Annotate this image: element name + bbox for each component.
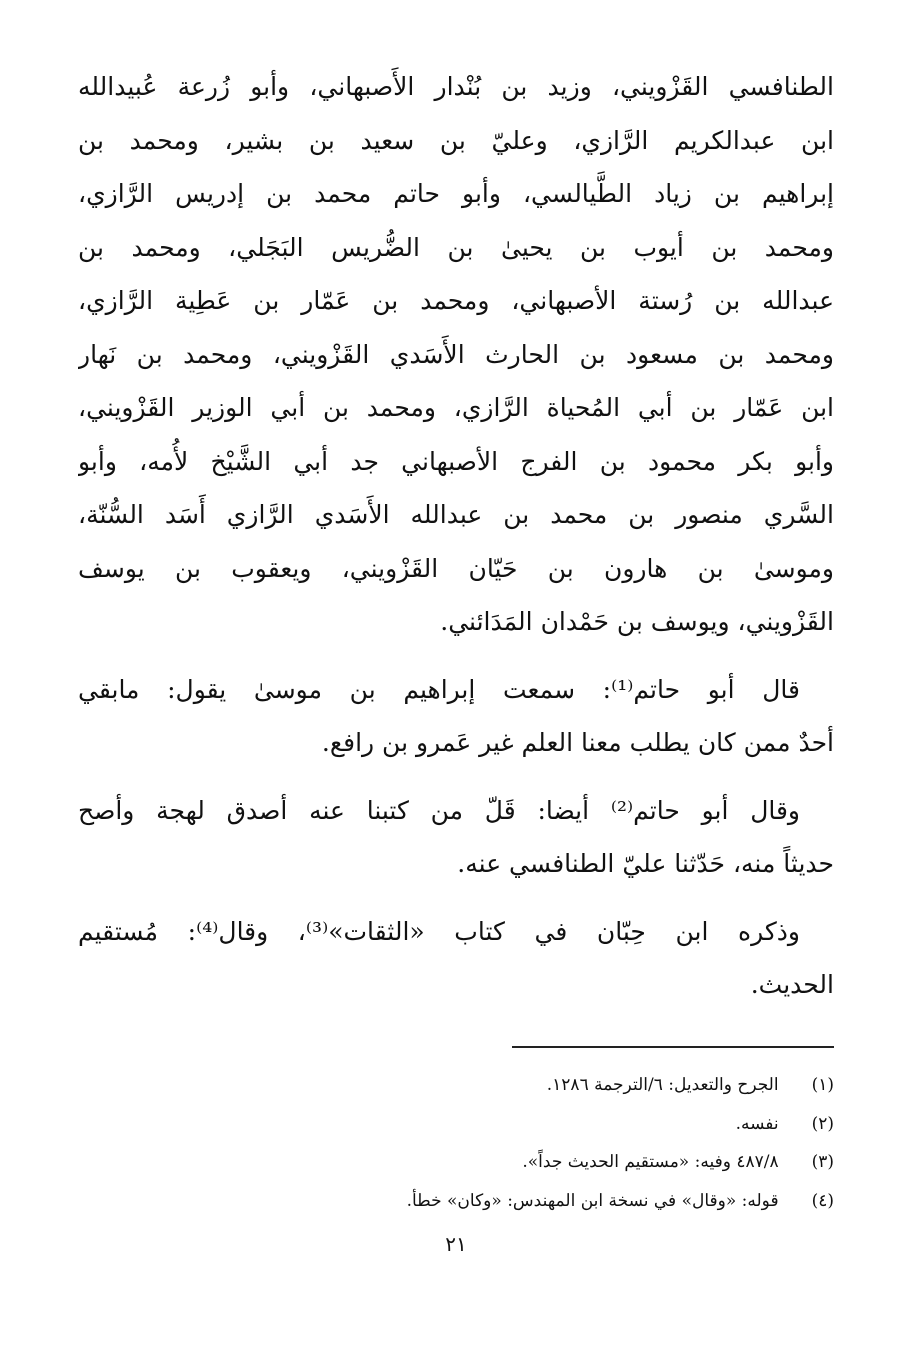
- footnote-number: (٢): [811, 1113, 834, 1134]
- text-line: ابن عبدالكريم الرَّازي، وعليّ بن سعيد بن بشير، ومحمد بن: [78, 125, 834, 155]
- footnote-number: (٤): [811, 1190, 834, 1211]
- text-line: وموسىٰ بن هارون بن حَيّان القَزْويني، ويعقوب بن يوسف: [78, 553, 834, 583]
- text-line: السَّري منصور بن محمد بن عبدالله الأَسَدي الرَّازي أَسَد السُّنّة،: [78, 500, 834, 529]
- paragraph-4: [78, 905, 834, 1012]
- text-line: ومحمد بن مسعود بن الحارث الأَسَدي القَزْويني، ومحمد بن نَهار: [78, 339, 834, 369]
- main-text: [78, 60, 834, 1012]
- footnote-text: نفسه.: [735, 1113, 779, 1134]
- footnote: [78, 1105, 834, 1144]
- text-line: الحديث.: [750, 970, 834, 999]
- paragraph-1: [78, 60, 834, 649]
- footnote-number: (١): [811, 1075, 834, 1095]
- text-line: إبراهيم بن زياد الطَّيالسي، وأبو حاتم محمد بن إدريس الرَّازي،: [78, 179, 834, 208]
- paragraph-gap: [78, 770, 834, 784]
- text-line: عبدالله بن رُستة الأصبهاني، ومحمد بن عَمّار بن عَطِية الرَّازي،: [78, 286, 834, 315]
- footnote: [78, 1066, 834, 1105]
- paragraph-2: [78, 663, 834, 770]
- text-line: الطنافسي القَزْويني، وزيد بن بُنْدار الأَصبهاني، وأبو زُرعة عُبيدالله: [78, 72, 834, 101]
- paragraph-3: [78, 784, 834, 891]
- footnotes: [78, 1066, 834, 1220]
- text-line: أحدٌ ممن كان يطلب معنا العلم غير عَمرو بن رافع.: [321, 728, 834, 757]
- footnote-separator: [512, 1046, 834, 1048]
- text-line: قال أبو حاتم⁽¹⁾: سمعت إبراهيم بن موسىٰ يقول: مابقي: [78, 674, 800, 704]
- footnote-text: الجرح والتعديل: ٦/الترجمة ١٢٨٦.: [546, 1075, 779, 1095]
- text-line: حديثاً منه، حَدّثنا عليّ الطنافسي عنه.: [457, 849, 834, 878]
- footnote: [78, 1182, 834, 1221]
- footnote-text: قوله: «وقال» في نسخة ابن المهندس: «وكان» خطأ.: [406, 1190, 779, 1211]
- footnote-text: ٤٨٧/٨ وفيه: «مستقيم الحديث جداً».: [522, 1152, 779, 1172]
- page-number: ٢١: [445, 1232, 467, 1256]
- text-line: ومحمد بن أيوب بن يحيىٰ بن الضُّريس البَجَلي، ومحمد بن: [78, 232, 834, 262]
- footnote: [78, 1143, 834, 1182]
- text-line: القَزْويني، ويوسف بن حَمْدان المَدَائني.: [440, 607, 834, 636]
- text-line: وذكره ابن حِبّان في كتاب «الثقات»⁽³⁾، وقال⁽⁴⁾: مُستقيم: [78, 916, 800, 946]
- footnote-number: (٣): [811, 1152, 834, 1172]
- text-line: وأبو بكر محمود بن الفرج الأصبهاني جد أبي الشَّيْخ لأُمه، وأبو: [78, 446, 834, 476]
- text-line: وقال أبو حاتم⁽²⁾ أيضا: قَلّ من كتبنا عنه أصدق لهجة وأصح: [78, 795, 800, 825]
- paragraph-gap: [78, 649, 834, 663]
- paragraph-gap: [78, 891, 834, 905]
- text-line: ابن عَمّار بن أبي المُحياة الرَّازي، ومحمد بن أبي الوزير القَزْويني،: [78, 393, 834, 422]
